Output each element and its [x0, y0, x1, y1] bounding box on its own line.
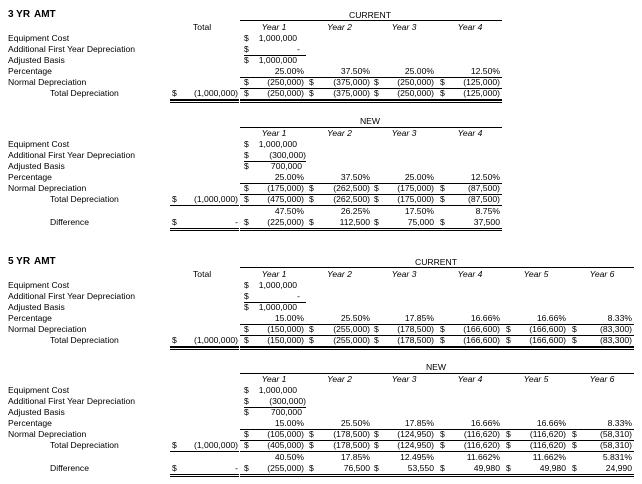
total-depreciation-value: (116,620)	[463, 440, 500, 450]
currency-sign: $	[440, 429, 445, 439]
total-sum-value: (1,000,000)	[194, 335, 238, 345]
banner-current: CURRENT	[348, 10, 391, 20]
currency-sign: $	[374, 194, 379, 204]
percent-of-total-value: 11.662%	[532, 452, 566, 462]
currency-sign: $	[440, 335, 445, 345]
currency-sign: $	[374, 335, 379, 345]
currency-sign: $	[244, 44, 249, 54]
year-header: Year 1	[261, 128, 287, 138]
additional-depreciation-value: (300,000)	[269, 396, 306, 406]
difference-sum-value: -	[235, 217, 238, 227]
currency-sign: $	[244, 217, 249, 227]
percentage-value: 25.00%	[404, 172, 434, 182]
year-header: Year 3	[391, 374, 417, 384]
currency-sign: $	[244, 150, 249, 160]
normal-depreciation-value: (124,950)	[397, 429, 434, 439]
currency-sign: $	[244, 463, 249, 473]
currency-sign: $	[440, 217, 445, 227]
adjusted-basis-value: 700,000	[270, 161, 302, 171]
total-sum-value: (1,000,000)	[194, 440, 238, 450]
percentage-value: 25.00%	[274, 172, 304, 182]
year-header: Year 1	[261, 269, 287, 279]
currency-sign: $	[244, 324, 249, 334]
currency-sign: $	[244, 280, 249, 290]
label-percentage: Percentage	[8, 66, 52, 76]
currency-sign: $	[440, 88, 445, 98]
label-adjusted-basis: Adjusted Basis	[8, 407, 65, 417]
percentage-value: 37.50%	[340, 172, 370, 182]
normal-depreciation-value: (125,000)	[463, 77, 500, 87]
currency-sign: $	[374, 217, 379, 227]
double-underline	[170, 230, 239, 231]
difference-sum-value: -	[235, 463, 238, 473]
currency-sign: $	[244, 33, 249, 43]
currency-sign: $	[309, 194, 314, 204]
currency-sign: $	[309, 183, 314, 193]
total-sum-value: (1,000,000)	[194, 88, 238, 98]
percent-of-total-value: 12.495%	[400, 452, 434, 462]
difference-value: 24,990	[605, 463, 632, 473]
difference-value: (255,000)	[267, 463, 304, 473]
currency-sign: $	[309, 217, 314, 227]
normal-depreciation-value: (166,600)	[529, 324, 566, 334]
currency-sign: $	[440, 183, 445, 193]
currency-sign: $	[244, 429, 249, 439]
currency-sign: $	[440, 463, 445, 473]
total-depreciation-value: (83,300)	[599, 335, 632, 345]
normal-depreciation-value: (166,600)	[463, 324, 500, 334]
label-normal-depreciation: Normal Depreciation	[8, 324, 87, 334]
total-depreciation-value: (125,000)	[463, 88, 500, 98]
total-depreciation-value: (175,000)	[397, 194, 434, 204]
label-adjusted-basis: Adjusted Basis	[8, 161, 65, 171]
percentage-value: 16.66%	[470, 418, 500, 428]
currency-sign: $	[244, 396, 249, 406]
normal-depreciation-value: (116,620)	[529, 429, 566, 439]
total-depreciation-value: (178,500)	[397, 335, 434, 345]
currency-sign: $	[172, 440, 177, 450]
total-depreciation-value: (255,000)	[333, 335, 370, 345]
normal-depreciation-value: (250,000)	[267, 77, 304, 87]
section-title-method: AMT	[34, 9, 56, 20]
currency-sign: $	[440, 77, 445, 87]
year-header: Year 5	[523, 374, 549, 384]
currency-sign: $	[244, 88, 249, 98]
double-underline	[240, 476, 634, 477]
section-title-years: 5 YR	[8, 256, 31, 267]
percentage-value: 15.00%	[274, 313, 304, 323]
normal-depreciation-value: (178,500)	[397, 324, 434, 334]
currency-sign: $	[309, 429, 314, 439]
percentage-value: 8.33%	[607, 418, 632, 428]
percentage-value: 25.00%	[274, 66, 304, 76]
label-equipment-cost: Equipment Cost	[8, 139, 70, 149]
currency-sign: $	[440, 324, 445, 334]
normal-depreciation-value: (175,000)	[267, 183, 304, 193]
currency-sign: $	[172, 194, 177, 204]
normal-depreciation-value: (105,000)	[267, 429, 304, 439]
label-total-depreciation: Total Depreciation	[50, 88, 119, 98]
label-additional-depreciation: Additional First Year Depreciation	[8, 44, 136, 54]
banner-new: NEW	[359, 116, 381, 126]
percent-of-total-value: 11.662%	[466, 452, 500, 462]
label-total-depreciation: Total Depreciation	[50, 335, 119, 345]
normal-depreciation-value: (250,000)	[397, 77, 434, 87]
double-underline	[170, 102, 239, 103]
currency-sign: $	[309, 440, 314, 450]
currency-sign: $	[572, 440, 577, 450]
currency-sign: $	[244, 440, 249, 450]
percentage-value: 16.66%	[536, 418, 566, 428]
total-depreciation-value: (150,000)	[267, 335, 304, 345]
total-depreciation-value: (166,600)	[463, 335, 500, 345]
currency-sign: $	[506, 324, 511, 334]
currency-sign: $	[440, 194, 445, 204]
currency-sign: $	[374, 324, 379, 334]
percentage-value: 25.00%	[404, 66, 434, 76]
year-header: Year 4	[457, 128, 483, 138]
normal-depreciation-value: (150,000)	[267, 324, 304, 334]
currency-sign: $	[244, 302, 249, 312]
year-header: Year 3	[391, 269, 417, 279]
currency-sign: $	[309, 324, 314, 334]
label-total-depreciation: Total Depreciation	[50, 440, 119, 450]
percentage-value: 17.85%	[404, 418, 434, 428]
double-underline	[240, 99, 502, 101]
percentage-value: 16.66%	[470, 313, 500, 323]
label-total-depreciation: Total Depreciation	[50, 194, 119, 204]
currency-sign: $	[309, 335, 314, 345]
currency-sign: $	[374, 429, 379, 439]
double-underline	[170, 228, 239, 229]
currency-sign: $	[244, 55, 249, 65]
year-header: Year 6	[589, 374, 615, 384]
currency-sign: $	[309, 88, 314, 98]
total-depreciation-value: (375,000)	[333, 88, 370, 98]
percentage-value: 17.85%	[404, 313, 434, 323]
normal-depreciation-value: (87,500)	[467, 183, 500, 193]
additional-depreciation-value: (300,000)	[269, 150, 306, 160]
double-underline	[170, 346, 239, 348]
label-additional-depreciation: Additional First Year Depreciation	[8, 150, 136, 160]
currency-sign: $	[506, 429, 511, 439]
currency-sign: $	[374, 440, 379, 450]
additional-depreciation-value: -	[297, 291, 300, 301]
currency-sign: $	[506, 335, 511, 345]
currency-sign: $	[506, 463, 511, 473]
label-normal-depreciation: Normal Depreciation	[8, 77, 87, 87]
banner-new: NEW	[425, 362, 447, 372]
currency-sign: $	[172, 335, 177, 345]
difference-value: 76,500	[343, 463, 370, 473]
percent-of-total-value: 17.85%	[340, 452, 370, 462]
double-underline	[170, 99, 239, 101]
equipment-cost-value: 1,000,000	[258, 139, 297, 149]
double-underline	[170, 474, 239, 475]
year-header: Year 4	[457, 269, 483, 279]
adjusted-basis-value: 700,000	[270, 407, 302, 417]
difference-value: 75,000	[407, 217, 434, 227]
label-adjusted-basis: Adjusted Basis	[8, 55, 65, 65]
total-depreciation-value: (262,500)	[333, 194, 370, 204]
normal-depreciation-value: (116,620)	[463, 429, 500, 439]
label-equipment-cost: Equipment Cost	[8, 33, 70, 43]
currency-sign: $	[374, 463, 379, 473]
double-underline	[170, 349, 239, 350]
percentage-value: 8.33%	[607, 313, 632, 323]
total-depreciation-value: (166,600)	[529, 335, 566, 345]
double-underline	[240, 102, 502, 103]
banner-underline	[240, 267, 634, 268]
currency-sign: $	[244, 385, 249, 395]
double-underline	[240, 349, 634, 350]
currency-sign: $	[309, 77, 314, 87]
adjusted-basis-value: 1,000,000	[258, 55, 297, 65]
label-additional-depreciation: Additional First Year Depreciation	[8, 291, 136, 301]
currency-sign: $	[374, 183, 379, 193]
currency-sign: $	[374, 77, 379, 87]
total-depreciation-value: (250,000)	[397, 88, 434, 98]
label-difference: Difference	[50, 217, 90, 227]
percentage-value: 12.50%	[470, 66, 500, 76]
equipment-cost-value: 1,000,000	[258, 33, 297, 43]
year-header: Year 1	[261, 22, 287, 32]
year-header: Year 3	[391, 22, 417, 32]
additional-depreciation-value: -	[297, 44, 300, 54]
label-normal-depreciation: Normal Depreciation	[8, 429, 87, 439]
label-percentage: Percentage	[8, 172, 52, 182]
percentage-value: 37.50%	[340, 66, 370, 76]
year-header: Year 2	[327, 128, 352, 138]
label-equipment-cost: Equipment Cost	[8, 280, 70, 290]
normal-depreciation-value: (58,310)	[599, 429, 632, 439]
label-equipment-cost: Equipment Cost	[8, 385, 70, 395]
total-depreciation-value: (178,500)	[333, 440, 370, 450]
percent-of-total-value: 47.50%	[274, 206, 304, 216]
label-percentage: Percentage	[8, 313, 52, 323]
total-depreciation-value: (250,000)	[267, 88, 304, 98]
currency-sign: $	[244, 77, 249, 87]
adjusted-basis-value: 1,000,000	[258, 302, 297, 312]
year-header: Year 3	[391, 128, 417, 138]
percentage-value: 16.66%	[536, 313, 566, 323]
normal-depreciation-value: (178,500)	[333, 429, 370, 439]
currency-sign: $	[374, 88, 379, 98]
year-header: Year 6	[589, 269, 615, 279]
year-header: Year 4	[457, 22, 483, 32]
normal-depreciation-value: (83,300)	[599, 324, 632, 334]
percentage-value: 25.50%	[340, 313, 370, 323]
difference-value: 37,500	[473, 217, 500, 227]
currency-sign: $	[244, 194, 249, 204]
currency-sign: $	[244, 183, 249, 193]
percent-of-total-value: 40.50%	[274, 452, 304, 462]
currency-sign: $	[572, 429, 577, 439]
normal-depreciation-value: (262,500)	[333, 183, 370, 193]
currency-sign: $	[309, 463, 314, 473]
currency-sign: $	[172, 217, 177, 227]
year-header: Year 2	[327, 22, 352, 32]
currency-sign: $	[440, 440, 445, 450]
normal-depreciation-value: (255,000)	[333, 324, 370, 334]
equipment-cost-value: 1,000,000	[258, 385, 297, 395]
currency-sign: $	[244, 161, 249, 171]
total-column-header: Total	[193, 22, 212, 32]
total-column-header: Total	[193, 269, 212, 279]
year-header: Year 5	[523, 269, 549, 279]
currency-sign: $	[172, 463, 177, 473]
total-sum-value: (1,000,000)	[194, 194, 238, 204]
currency-sign: $	[572, 463, 577, 473]
difference-value: 112,500	[339, 217, 370, 227]
year-header: Year 1	[261, 374, 287, 384]
equipment-cost-value: 1,000,000	[258, 280, 297, 290]
rule-line	[170, 451, 239, 452]
normal-depreciation-value: (375,000)	[333, 77, 370, 87]
normal-depreciation-value: (175,000)	[397, 183, 434, 193]
double-underline	[240, 228, 502, 229]
label-adjusted-basis: Adjusted Basis	[8, 302, 65, 312]
total-depreciation-value: (58,310)	[599, 440, 632, 450]
difference-value: 49,980	[539, 463, 566, 473]
currency-sign: $	[506, 440, 511, 450]
percent-of-total-value: 8.75%	[475, 206, 500, 216]
difference-value: 49,980	[473, 463, 500, 473]
year-header: Year 2	[327, 374, 352, 384]
section-title-years: 3 YR	[8, 9, 31, 20]
total-depreciation-value: (475,000)	[267, 194, 304, 204]
percentage-value: 25.50%	[340, 418, 370, 428]
percent-of-total-value: 5.831%	[602, 452, 632, 462]
label-percentage: Percentage	[8, 418, 52, 428]
currency-sign: $	[244, 291, 249, 301]
year-header: Year 4	[457, 374, 483, 384]
label-difference: Difference	[50, 463, 90, 473]
banner-underline	[240, 20, 502, 21]
double-underline	[240, 474, 634, 475]
difference-value: (225,000)	[267, 217, 304, 227]
double-underline	[240, 230, 502, 231]
currency-sign: $	[572, 324, 577, 334]
percentage-value: 15.00%	[274, 418, 304, 428]
double-underline	[240, 346, 634, 348]
total-depreciation-value: (87,500)	[467, 194, 500, 204]
currency-sign: $	[244, 335, 249, 345]
currency-sign: $	[572, 335, 577, 345]
difference-value: 53,550	[407, 463, 434, 473]
percentage-value: 12.50%	[470, 172, 500, 182]
year-header: Year 2	[327, 269, 352, 279]
currency-sign: $	[244, 407, 249, 417]
percent-of-total-value: 26.25%	[340, 206, 370, 216]
currency-sign: $	[172, 88, 177, 98]
total-depreciation-value: (124,950)	[397, 440, 434, 450]
percent-of-total-value: 17.50%	[404, 206, 434, 216]
currency-sign: $	[244, 139, 249, 149]
section-title-method: AMT	[34, 256, 56, 267]
label-normal-depreciation: Normal Depreciation	[8, 183, 87, 193]
total-depreciation-value: (405,000)	[267, 440, 304, 450]
rule-line	[170, 205, 239, 206]
total-depreciation-value: (116,620)	[529, 440, 566, 450]
banner-current: CURRENT	[414, 257, 457, 267]
label-additional-depreciation: Additional First Year Depreciation	[8, 396, 136, 406]
double-underline	[170, 476, 239, 477]
